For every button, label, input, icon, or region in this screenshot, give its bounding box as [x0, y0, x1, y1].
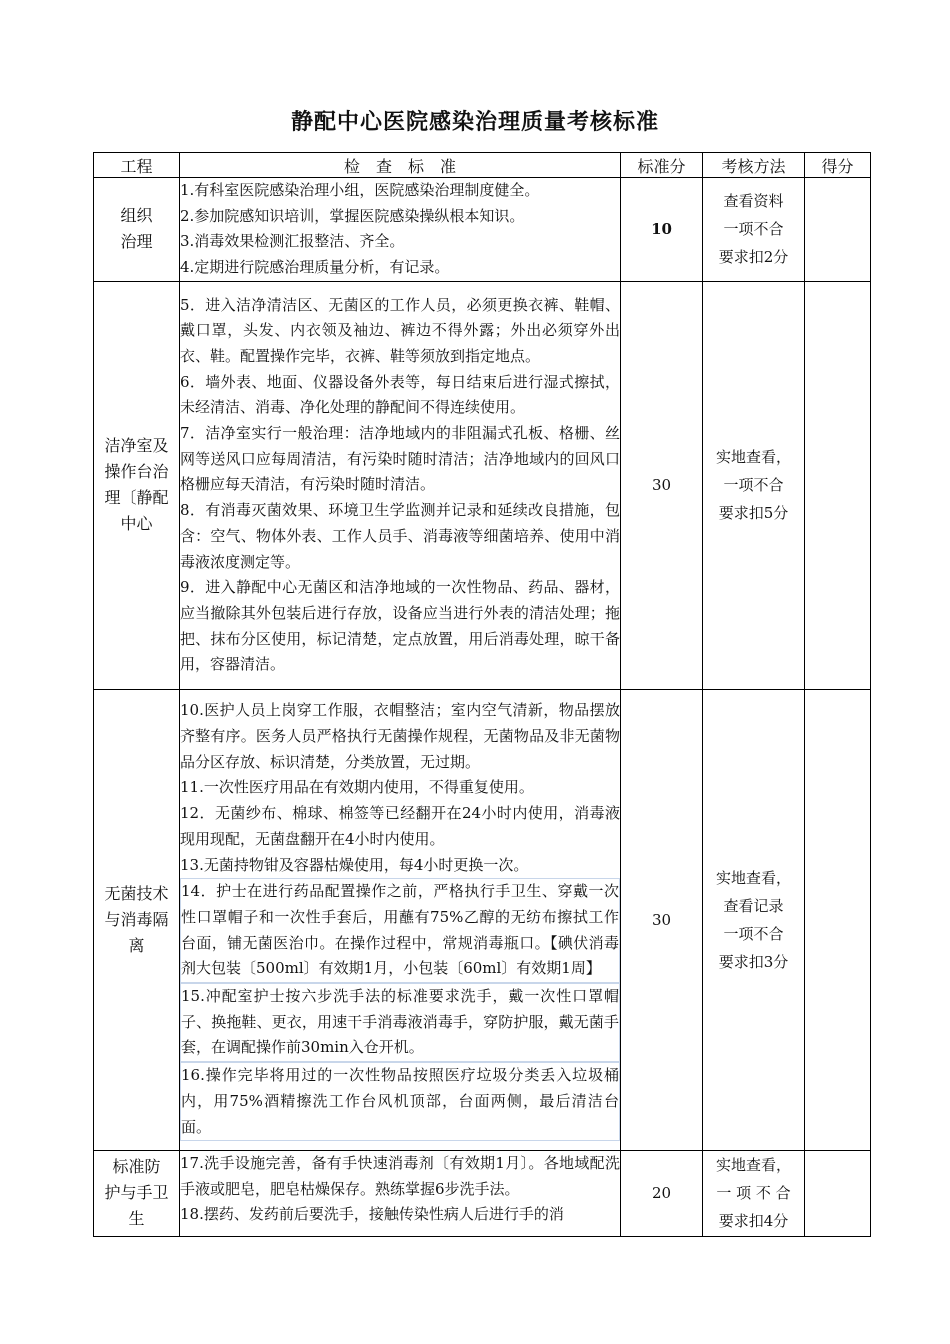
table-header-row	[94, 153, 871, 178]
row-score: 10	[621, 178, 703, 282]
row-score: 30	[621, 281, 703, 689]
criterion: 15.冲配室护士按六步洗手法的标准要求洗手，戴一次性口罩帽子、换拖鞋、更衣，用速干手消毒液消毒手，穿防护服，戴无菌手套，在调配操作前30min入仓开机。	[180, 983, 620, 1062]
row-item: 无菌技术 与消毒隔 离	[94, 689, 180, 1150]
row-got	[805, 1150, 871, 1236]
criterion: 16.操作完毕将用过的一次性物品按照医疗垃圾分类丢入垃圾桶内，用75%酒精擦洗工作台风机顶部，台面两侧，最后清洁台面。	[180, 1062, 620, 1141]
criterion: 14．护士在进行药品配置操作之前，严格执行手卫生、穿戴一次性口罩帽子和一次性手套后，用蘸有75%乙醇的无纺布擦拭工作台面，铺无菌医治巾。在操作过程中，常规消毒瓶口。【碘伏消毒剂大包装〔500ml〕有效期1月，小包装〔60ml〕有效期1周】	[180, 878, 620, 983]
criterion: 17.洗手设施完善，备有手快速消毒剂〔有效期1月〕。各地域配洗手液或肥皂，肥皂枯燥保存。熟练掌握6步洗手法。	[180, 1153, 620, 1198]
criterion: 9．进入静配中心无菌区和洁净地域的一次性物品、药品、器材，应当撤除其外包装后进行存放，设备应当进行外表的清洁处理；拖把、抹布分区使用，标记清楚，定点放置，用后消毒处理，晾干备用，容器清洁。	[180, 578, 620, 674]
criterion: 11.一次性医疗用品在有效期内使用，不得重复使用。	[180, 778, 534, 797]
criterion: 1.有科室医院感染治理小组，医院感染治理制度健全。	[180, 181, 540, 199]
criterion: 12．无菌纱布、棉球、棉签等已经翻开在24小时内使用，消毒液现用现配，无菌盘翻开在4小时内使用。	[180, 804, 620, 848]
row-method: 实地查看， 一项不合 要求扣5分	[703, 281, 805, 689]
row-got	[805, 689, 871, 1150]
row-item: 组织 治理	[94, 178, 180, 282]
row-item: 洁净室及 操作台治 理〔静配 中心	[94, 281, 180, 689]
header-score: 标准分	[621, 153, 703, 178]
criterion: 3.消毒效果检测汇报整洁、齐全。	[180, 232, 405, 251]
criterion: 8．有消毒灭菌效果、环境卫生学监测并记录和延续改良措施，包含：空气、物体外表、工作人员手、消毒液等细菌培养、使用中消毒液浓度测定等。	[180, 501, 620, 571]
table-row	[94, 1150, 871, 1236]
page-title: 静配中心医院感染治理质量考核标准	[290, 110, 659, 135]
criterion: 13.无菌持物钳及容器枯燥使用，每4小时更换一次。	[180, 855, 529, 874]
row-got	[805, 281, 871, 689]
criterion: 5．进入洁净清洁区、无菌区的工作人员，必须更换衣裤、鞋帽、戴口罩，头发、内衣领及袖边、裤边不得外露；外出必须穿外出衣、鞋。配置操作完毕，衣裤、鞋等须放到指定地点。	[180, 295, 620, 365]
row-criteria	[180, 178, 621, 282]
table-row	[94, 178, 871, 282]
header-criteria: 检 查 标 准	[180, 153, 621, 178]
row-method: 查看资料 一项不合 要求扣2分	[703, 178, 805, 282]
assessment-table	[93, 152, 871, 1237]
row-criteria	[180, 1150, 621, 1236]
row-score: 20	[621, 1150, 703, 1236]
row-score: 30	[621, 689, 703, 1150]
row-item: 标准防 护与手卫 生	[94, 1150, 180, 1236]
row-criteria	[180, 281, 621, 689]
table-row	[94, 689, 871, 1150]
criterion: 10.医护人员上岗穿工作服，衣帽整洁；室内空气清新，物品摆放齐整有序。医务人员严格执行无菌操作规程，无菌物品及非无菌物品分区存放、标识清楚，分类放置，无过期。	[180, 701, 620, 771]
criterion: 6．墙外表、地面、仪器设备外表等，每日结束后进行湿式擦拭，未经清洁、消毒、净化处理的静配间不得连续使用。	[180, 372, 620, 417]
header-item: 工程	[94, 153, 180, 178]
criterion: 7．洁净室实行一般治理：洁净地域内的非阻漏式孔板、格栅、丝网等送风口应每周清洁，有污染时随时清洁；洁净地域内的回风口格栅应每天清洁，有污染时随时清洁。	[180, 424, 620, 494]
criterion: 2.参加院感知识培训，掌握医院感染操纵根本知识。	[180, 206, 525, 225]
criterion: 4.定期进行院感治理质量分析，有记录。	[180, 258, 450, 277]
row-criteria	[180, 689, 621, 1150]
row-method: 实地查看， 一 项 不 合 要求扣4分	[703, 1150, 805, 1236]
table-row	[94, 281, 871, 689]
header-got: 得分	[805, 153, 871, 178]
header-method: 考核方法	[703, 153, 805, 178]
row-method: 实地查看， 查看记录 一项不合 要求扣3分	[703, 689, 805, 1150]
row-got	[805, 178, 871, 282]
criterion: 18.摆药、发药前后要洗手，接触传染性病人后进行手的消	[180, 1205, 564, 1224]
